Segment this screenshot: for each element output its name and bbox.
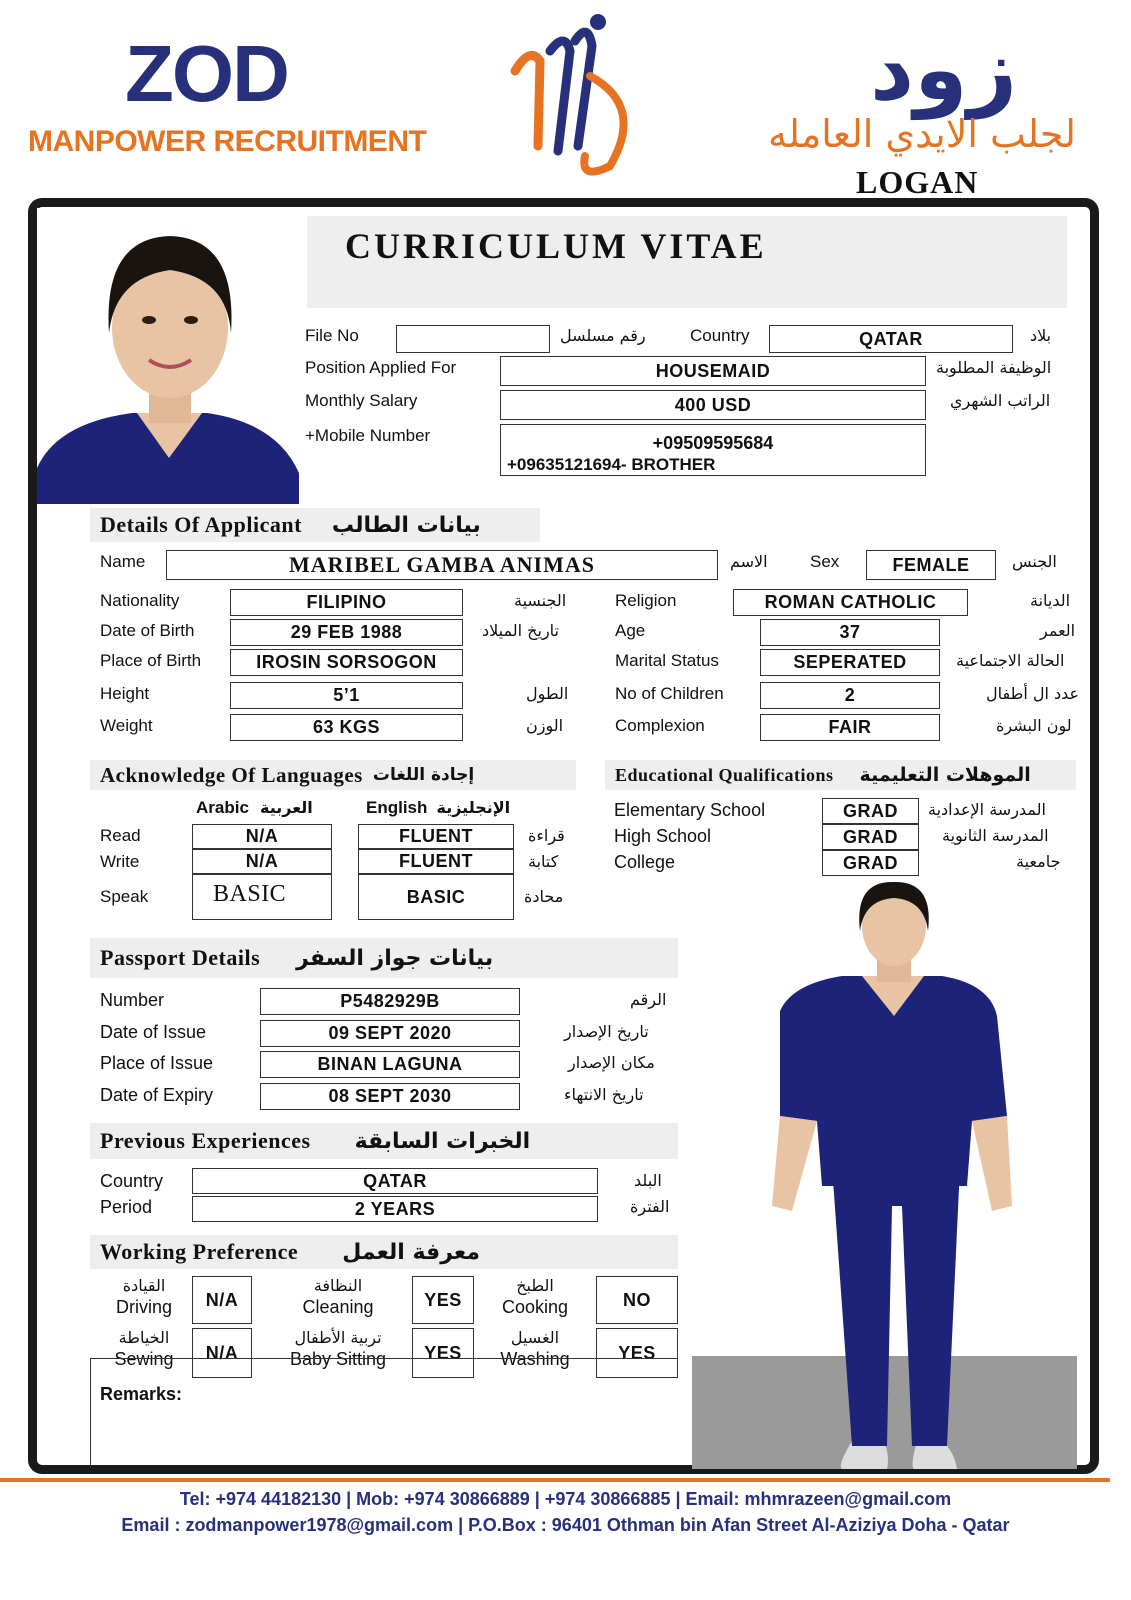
complexion-label: Complexion bbox=[615, 716, 705, 735]
marital-label-ar: الحالة الاجتماعية bbox=[956, 651, 1065, 670]
experience-country-value: QATAR bbox=[192, 1168, 598, 1194]
file-no-label: File No bbox=[305, 326, 359, 345]
nationality-label-ar: الجنسية bbox=[514, 591, 567, 610]
mobile-box bbox=[500, 424, 926, 476]
college-label-ar: جامعية bbox=[1016, 852, 1061, 871]
issue-place-label-ar: مكان الإصدار bbox=[568, 1053, 655, 1072]
period-value: 2 YEARS bbox=[192, 1196, 598, 1222]
arabic-label: Arabic bbox=[196, 798, 249, 817]
children-label-ar: عدد ال أطفال bbox=[986, 684, 1080, 703]
issue-place-label: Place of Issue bbox=[100, 1053, 214, 1073]
marital-value: SEPERATED bbox=[760, 649, 940, 676]
complexion-value: FAIR bbox=[760, 714, 940, 741]
remarks-label: Remarks: bbox=[100, 1384, 183, 1404]
read-english-value: FLUENT bbox=[358, 824, 514, 849]
nationality-value: FILIPINO bbox=[230, 589, 463, 616]
brand-name-arabic: زود bbox=[870, 20, 1018, 120]
passport-heading-ar: بيانات جواز السفر bbox=[296, 945, 494, 971]
expiry-label-ar: تاريخ الانتهاء bbox=[564, 1085, 644, 1104]
period-label: Period bbox=[100, 1197, 153, 1217]
passport-heading: Passport Details bbox=[100, 945, 261, 970]
weight-label-ar: الوزن bbox=[526, 716, 564, 735]
passport-number-label: Number bbox=[100, 990, 165, 1010]
speak-label: Speak bbox=[100, 887, 149, 906]
religion-label-ar: الديانة bbox=[1030, 591, 1071, 610]
baby-sitting-value: YES bbox=[412, 1328, 474, 1378]
driving-cell bbox=[104, 1276, 184, 1318]
languages-heading-ar: إجادة اللغات bbox=[372, 765, 475, 785]
country-value: QATAR bbox=[769, 325, 1013, 353]
languages-section-header bbox=[90, 760, 576, 790]
age-value: 37 bbox=[760, 619, 940, 646]
salary-label-ar: الراتب الشهري bbox=[950, 391, 1051, 410]
height-value: 5’1 bbox=[230, 682, 463, 709]
children-label: No of Children bbox=[615, 684, 724, 703]
college-value: GRAD bbox=[822, 850, 919, 876]
elementary-label-ar: المدرسة الإعدادية bbox=[928, 800, 1046, 819]
pob-value: IROSIN SORSOGON bbox=[230, 649, 463, 676]
file-no-label-ar: رقم مسلسل bbox=[560, 326, 646, 345]
salary-value: 400 USD bbox=[500, 390, 926, 420]
issue-date-label-ar: تاريخ الإصدار bbox=[564, 1022, 649, 1041]
speak-english-value: BASIC bbox=[358, 874, 514, 920]
age-label: Age bbox=[615, 621, 646, 640]
sewing-label-ar: الخياطة bbox=[118, 1328, 170, 1347]
experience-country-label-ar: البلد bbox=[634, 1171, 662, 1190]
name-label: Name bbox=[100, 552, 146, 571]
baby-sitting-label: Baby Sitting bbox=[289, 1349, 387, 1369]
cleaning-cell bbox=[278, 1276, 398, 1318]
period-label-ar: الفترة bbox=[630, 1197, 670, 1216]
pob-label: Place of Birth bbox=[100, 651, 202, 670]
mobile-number-1: +09509595684 bbox=[652, 433, 774, 453]
write-arabic-value: N/A bbox=[192, 849, 332, 874]
experience-section-header bbox=[90, 1123, 678, 1159]
brand-tagline-arabic: لجلب الايدي العامله bbox=[768, 112, 1077, 156]
issue-place-value: BINAN LAGUNA bbox=[260, 1051, 520, 1078]
elementary-value: GRAD bbox=[822, 798, 919, 824]
cv-title: CURRICULUM VITAE bbox=[345, 226, 767, 266]
applicant-full-body-photo bbox=[692, 876, 1077, 1469]
sex-value: FEMALE bbox=[866, 550, 996, 580]
applicant-heading-ar: بيانات الطالب bbox=[331, 512, 481, 538]
read-arabic-value: N/A bbox=[192, 824, 332, 849]
religion-value: ROMAN CATHOLIC bbox=[733, 589, 968, 616]
washing-label: Washing bbox=[500, 1349, 570, 1369]
complexion-label-ar: لون البشرة bbox=[996, 716, 1072, 735]
speak-label-ar: محادة bbox=[524, 887, 564, 906]
english-label: English bbox=[366, 798, 428, 817]
applicant-section-header bbox=[90, 508, 540, 542]
arabic-label-ar: العربية bbox=[260, 798, 313, 817]
height-label-ar: الطول bbox=[526, 684, 569, 703]
speak-arabic-value: BASIC bbox=[192, 874, 332, 920]
high-school-value: GRAD bbox=[822, 824, 919, 850]
sex-label: Sex bbox=[810, 552, 840, 571]
issue-date-label: Date of Issue bbox=[100, 1022, 207, 1042]
education-section-header bbox=[605, 760, 1076, 790]
passport-section-header bbox=[90, 938, 678, 978]
languages-heading: Acknowledge Of Languages bbox=[100, 762, 363, 787]
write-label: Write bbox=[100, 852, 140, 871]
washing-label-ar: الغسيل bbox=[510, 1328, 560, 1347]
children-value: 2 bbox=[760, 682, 940, 709]
sewing-label: Sewing bbox=[114, 1349, 174, 1369]
marital-label: Marital Status bbox=[615, 651, 719, 670]
dob-label: Date of Birth bbox=[100, 621, 195, 640]
washing-value: YES bbox=[596, 1328, 678, 1378]
mobile-number-2: +09635121694- BROTHER bbox=[507, 455, 716, 474]
cooking-label-ar: الطبخ bbox=[516, 1276, 554, 1295]
education-heading: Educational Qualifications bbox=[615, 764, 834, 785]
cooking-value: NO bbox=[596, 1276, 678, 1324]
driving-label: Driving bbox=[115, 1297, 172, 1317]
weight-value: 63 KGS bbox=[230, 714, 463, 741]
file-no-value bbox=[396, 325, 550, 353]
driving-value: N/A bbox=[192, 1276, 252, 1324]
write-label-ar: كتابة bbox=[528, 852, 559, 871]
religion-label: Religion bbox=[615, 591, 677, 610]
arabic-column-header bbox=[196, 798, 313, 818]
brand-name: ZOD bbox=[125, 29, 288, 118]
education-heading-ar: الموهلات التعليمية bbox=[859, 764, 1031, 786]
high-school-label: High School bbox=[614, 826, 712, 846]
read-label: Read bbox=[100, 826, 141, 845]
experience-heading: Previous Experiences bbox=[100, 1128, 311, 1153]
sex-label-ar: الجنس bbox=[1012, 552, 1057, 571]
country-label-ar: بلاد bbox=[1030, 326, 1052, 345]
country-label: Country bbox=[690, 326, 750, 345]
mobile-label: +Mobile Number bbox=[305, 426, 431, 445]
cleaning-value: YES bbox=[412, 1276, 474, 1324]
preference-heading: Working Preference bbox=[100, 1239, 299, 1264]
elementary-label: Elementary School bbox=[614, 800, 766, 820]
cleaning-label: Cleaning bbox=[302, 1297, 374, 1317]
footer-contact-line-1: Tel: +974 44182130 | Mob: +974 30866889 | +974 30866885 | Email: mhmrazeen@gmail.com bbox=[179, 1489, 952, 1509]
cooking-label: Cooking bbox=[501, 1297, 569, 1317]
college-label: College bbox=[614, 852, 676, 872]
brand-tagline: MANPOWER RECRUITMENT bbox=[28, 125, 427, 158]
age-label-ar: العمر bbox=[1040, 621, 1076, 640]
driving-label-ar: القيادة bbox=[122, 1276, 166, 1295]
write-english-value: FLUENT bbox=[358, 849, 514, 874]
agent-name: LOGAN bbox=[856, 164, 979, 200]
cleaning-label-ar: النظافة bbox=[313, 1276, 363, 1295]
applicant-portrait bbox=[37, 208, 299, 504]
weight-label: Weight bbox=[100, 716, 153, 735]
height-label: Height bbox=[100, 684, 150, 703]
nationality-label: Nationality bbox=[100, 591, 180, 610]
remarks-box bbox=[90, 1358, 678, 1468]
issue-date-value: 09 SEPT 2020 bbox=[260, 1020, 520, 1047]
english-column-header bbox=[366, 798, 510, 818]
position-label-ar: الوظيفة المطلوبة bbox=[936, 358, 1052, 377]
baby-sitting-label-ar: تربية الأطفال bbox=[294, 1328, 382, 1347]
name-value: MARIBEL GAMBA ANIMAS bbox=[166, 550, 718, 580]
company-logo-icon bbox=[500, 6, 640, 176]
passport-number-value: P5482929B bbox=[260, 988, 520, 1015]
preference-section-header bbox=[90, 1235, 678, 1269]
name-label-ar: الاسم bbox=[730, 552, 768, 571]
sewing-value: N/A bbox=[192, 1328, 252, 1378]
read-label-ar: قراءة bbox=[528, 826, 565, 845]
experience-country-label: Country bbox=[100, 1171, 164, 1191]
expiry-label: Date of Expiry bbox=[100, 1085, 214, 1105]
footer-contact-line-2: Email : zodmanpower1978@gmail.com | P.O.Box : 96401 Othman bin Afan Street Al-Aziziya Doha - Qatar bbox=[121, 1515, 1010, 1535]
dob-label-ar: تاريخ الميلاد bbox=[482, 621, 559, 640]
high-school-label-ar: المدرسة الثانوية bbox=[942, 826, 1049, 845]
english-label-ar: الإنجليزية bbox=[436, 798, 511, 817]
salary-label: Monthly Salary bbox=[305, 391, 418, 410]
preference-heading-ar: معرفة العمل bbox=[342, 1239, 480, 1265]
dob-value: 29 FEB 1988 bbox=[230, 619, 463, 646]
footer-divider bbox=[0, 1478, 1110, 1482]
position-label: Position Applied For bbox=[305, 358, 457, 377]
position-value: HOUSEMAID bbox=[500, 356, 926, 386]
cooking-cell bbox=[490, 1276, 580, 1318]
passport-number-label-ar: الرقم bbox=[630, 990, 667, 1009]
experience-heading-ar: الخبرات السابقة bbox=[354, 1128, 531, 1154]
expiry-value: 08 SEPT 2030 bbox=[260, 1083, 520, 1110]
applicant-heading: Details Of Applicant bbox=[100, 512, 302, 537]
